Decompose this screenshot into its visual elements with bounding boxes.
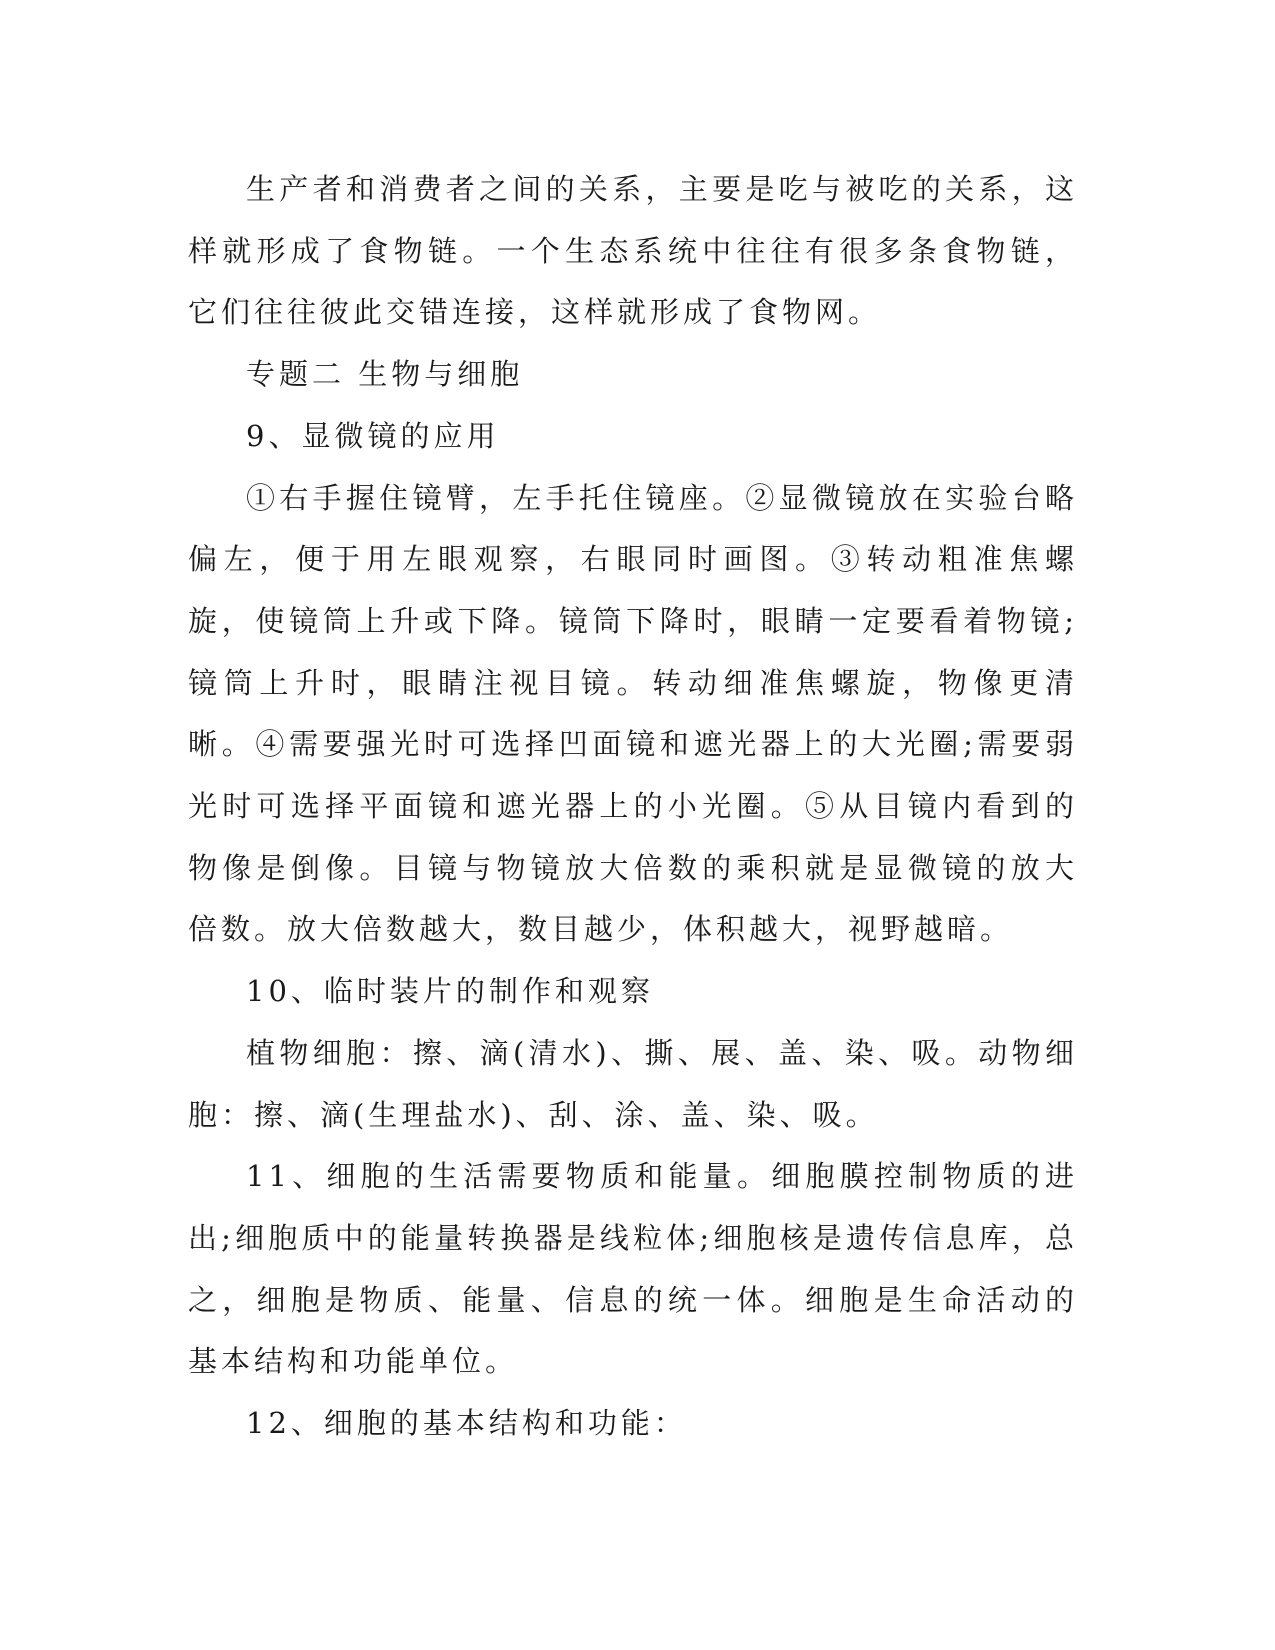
paragraph-food-chain: 生产者和消费者之间的关系，主要是吃与被吃的关系，这样就形成了食物链。一个生态系统中往往有很多条食物链，它们往往彼此交错连接，这样就形成了食物网。 (188, 172, 1078, 330)
document-body (188, 159, 1078, 1455)
paragraph-slide-steps: 植物细胞：擦、滴(清水)、撕、展、盖、染、吸。动物细胞：擦、滴(生理盐水)、刮、涂、盖、染、吸。 (188, 1035, 1078, 1132)
paragraph-cell-life: 11、细胞的生活需要物质和能量。细胞膜控制物质的进出;细胞质中的能量转换器是线粒体;细胞核是遗传信息库，总之，细胞是物质、能量、信息的统一体。细胞是生命活动的基本结构和功能单位。 (188, 1159, 1078, 1379)
section-heading: 专题二 生物与细胞 (246, 357, 524, 392)
item-heading-cell-structure: 12、细胞的基本结构和功能： (246, 1406, 687, 1441)
item-heading-microscope: 9、显微镜的应用 (246, 418, 500, 453)
item-heading-slide: 10、临时装片的制作和观察 (246, 974, 654, 1009)
paragraph-microscope-steps: ①右手握住镜臂，左手托住镜座。②显微镜放在实验台略偏左，便于用左眼观察，右眼同时画图。③转动粗准焦螺旋，使镜筒上升或下降。镜筒下降时，眼睛一定要看着物镜;镜筒上升时，眼睛注视目镜。转动细准焦螺旋，物像更清晰。④需要强光时可选择凹面镜和遮光器上的大光圈;需要弱光时可选择平面镜和遮光器上的小光圈。⑤从目镜内看到的物像是倒像。目镜与物镜放大倍数的乘积就是显微镜的放大倍数。放大倍数越大，数目越少，体积越大，视野越暗。 (188, 480, 1078, 947)
